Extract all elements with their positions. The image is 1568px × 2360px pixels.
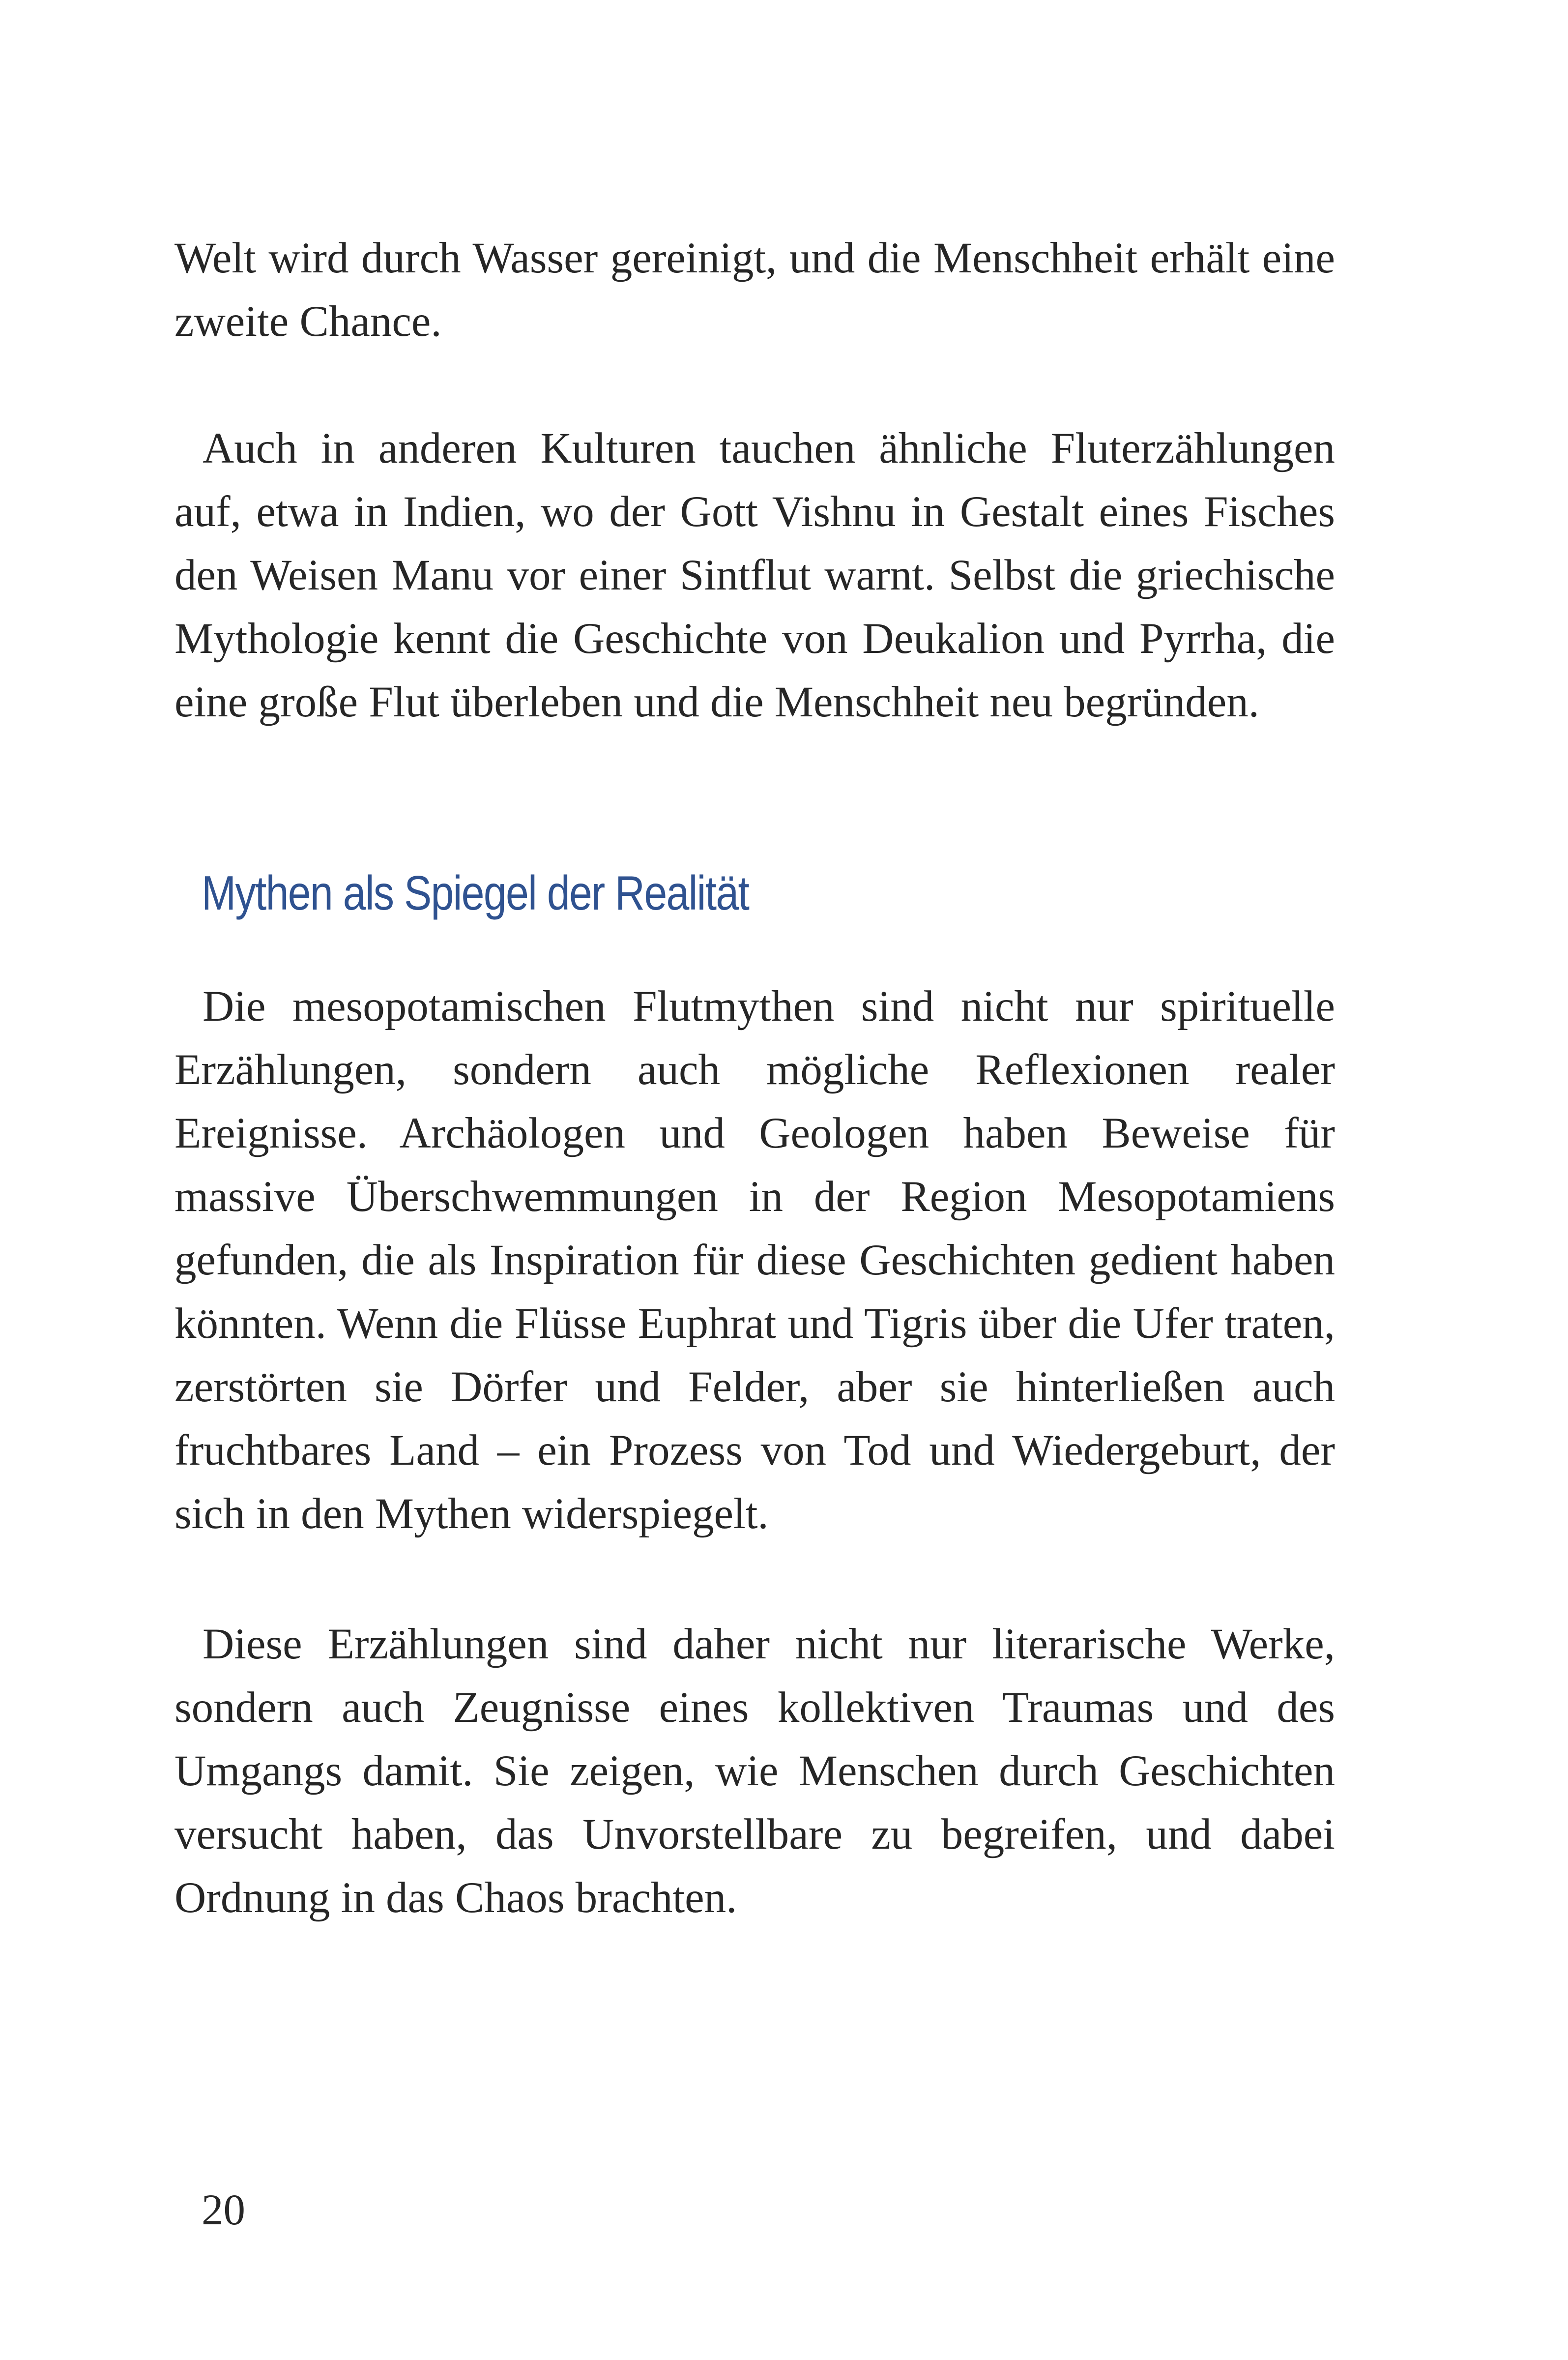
paragraph-collective-trauma: Diese Erzählungen sind daher nicht nur literarische Werke, sondern auch Zeugnisse eines kollektiven Traumas und des Umgangs damit. Sie zeigen, wie Menschen durch Geschichten versucht haben, das Unvorstellbare zu begreifen, und dabei Ordnung in das Chaos brachten.	[174, 1620, 1335, 1922]
section-heading: Mythen als Spiegel der Realität	[202, 866, 749, 920]
paragraph-continuation: Welt wird durch Wasser gereinigt, und die Menschheit erhält eine zweite Chance.	[174, 234, 1335, 346]
paragraph-other-cultures: Auch in anderen Kulturen tauchen ähnliche Fluterzählungen auf, etwa in Indien, wo der Gott Vishnu in Gestalt eines Fisches den Weisen Manu vor einer Sintflut warnt. Selbst die griechische Mythologie kennt die Geschichte von Deukalion und Pyrrha, die eine große Flut überleben und die Menschheit neu begründen.	[174, 424, 1335, 726]
paragraph-mesopotamian-myths: Die mesopotamischen Flutmythen sind nicht nur spirituelle Erzählungen, sondern auch mögliche Reflexionen realer Ereignisse. Archäologen und Geologen haben Beweise für massive Überschwemmungen in der Region Mesopotamiens gefunden, die als Inspiration für diese Geschichten gedient haben könnten. Wenn die Flüsse Euphrat und Tigris über die Ufer traten, zerstörten sie Dörfer und Felder, aber sie hinterließen auch fruchtbares Land – ein Prozess von Tod und Wiedergeburt, der sich in den Mythen widerspiegelt.	[174, 982, 1335, 1538]
page-number: 20	[202, 2186, 245, 2234]
